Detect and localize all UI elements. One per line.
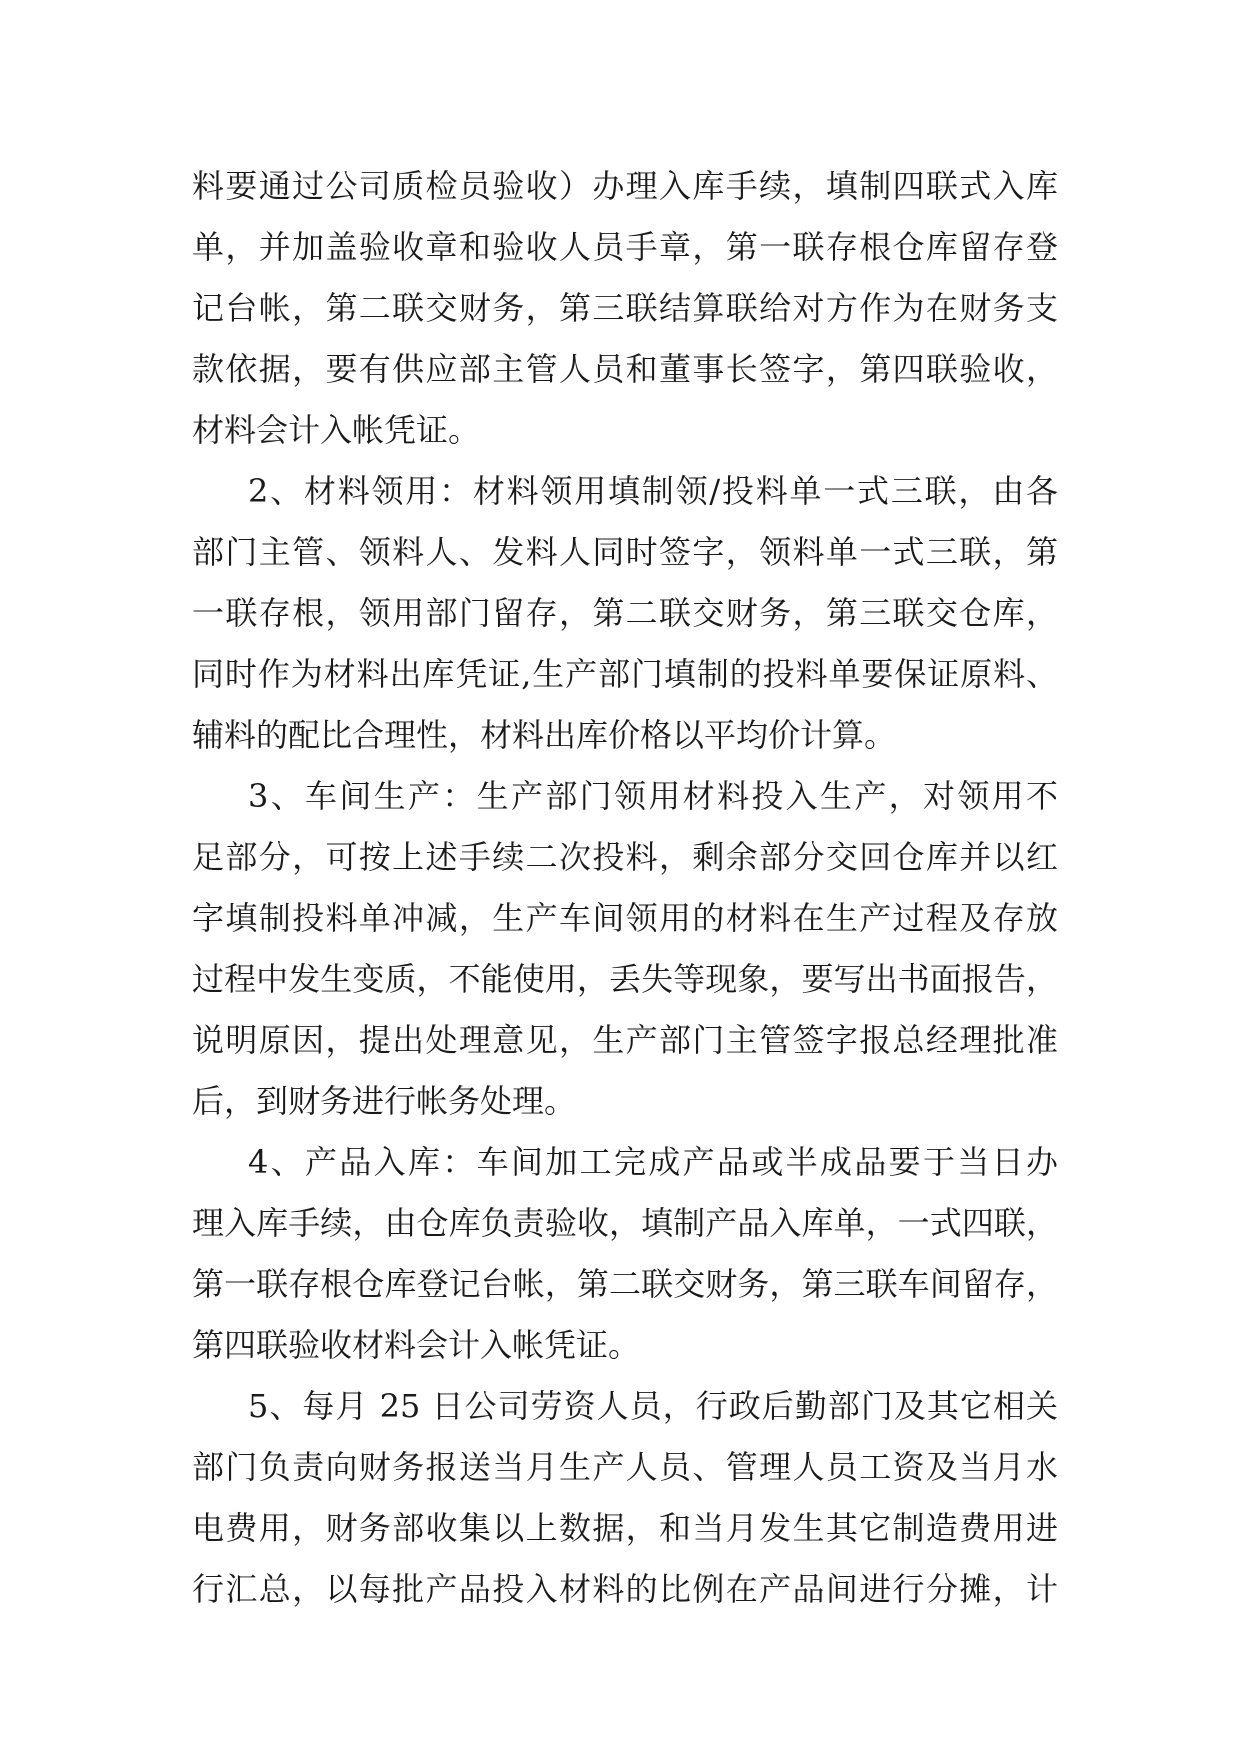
text-line: 第四联验收材料会计入帐凭证。 (192, 1326, 641, 1364)
text-line: 3、车间生产：生产部门领用材料投入生产，对领用不 (248, 777, 1058, 815)
document-body (192, 156, 1058, 1620)
text-line: 一联存根，领用部门留存，第二联交财务，第三联交仓库， (192, 594, 1058, 632)
paragraph-workshop-production (192, 766, 1058, 1132)
text-line: 料要通过公司质检员验收）办理入库手续，填制四联式入库 (192, 167, 1058, 205)
text-line: 2、材料领用：材料领用填制领/投料单一式三联，由各 (248, 472, 1058, 510)
paragraph-receiving (192, 156, 1058, 461)
text-line: 电费用，财务部收集以上数据，和当月发生其它制造费用进 (192, 1509, 1058, 1547)
text-line: 部门主管、领料人、发料人同时签字，领料单一式三联，第 (192, 533, 1058, 571)
text-line: 字填制投料单冲减，生产车间领用的材料在生产过程及存放 (192, 899, 1058, 937)
text-line: 辅料的配比合理性，材料出库价格以平均价计算。 (192, 716, 897, 754)
text-line: 同时作为材料出库凭证,生产部门填制的投料单要保证原料、 (192, 655, 1058, 693)
text-line: 4、产品入库：车间加工完成产品或半成品要于当日办 (248, 1143, 1058, 1181)
text-line: 说明原因，提出处理意见，生产部门主管签字报总经理批准 (192, 1021, 1058, 1059)
text-line: 行汇总，以每批产品投入材料的比例在产品间进行分摊，计 (192, 1570, 1058, 1608)
text-line: 材料会计入帐凭证。 (192, 411, 481, 449)
text-line: 款依据，要有供应部主管人员和董事长签字，第四联验收， (192, 350, 1058, 388)
paragraph-material-requisition (192, 461, 1058, 766)
text-line: 5、每月 25 日公司劳资人员，行政后勤部门及其它相关 (248, 1387, 1058, 1425)
text-line: 第一联存根仓库登记台帐，第二联交财务，第三联车间留存， (192, 1265, 1058, 1303)
text-line: 单，并加盖验收章和验收人员手章，第一联存根仓库留存登 (192, 228, 1058, 266)
text-line: 记台帐，第二联交财务，第三联结算联给对方作为在财务支 (192, 289, 1058, 327)
text-line: 理入库手续，由仓库负责验收，填制产品入库单，一式四联， (192, 1204, 1058, 1242)
paragraph-product-warehousing (192, 1132, 1058, 1376)
text-line: 后，到财务进行帐务处理。 (192, 1082, 577, 1120)
text-line: 部门负责向财务报送当月生产人员、管理人员工资及当月水 (192, 1448, 1058, 1486)
paragraph-monthly-cost-allocation (192, 1376, 1058, 1620)
text-line: 足部分，可按上述手续二次投料，剩余部分交回仓库并以红 (192, 838, 1058, 876)
text-line: 过程中发生变质，不能使用，丢失等现象，要写出书面报告， (192, 960, 1058, 998)
